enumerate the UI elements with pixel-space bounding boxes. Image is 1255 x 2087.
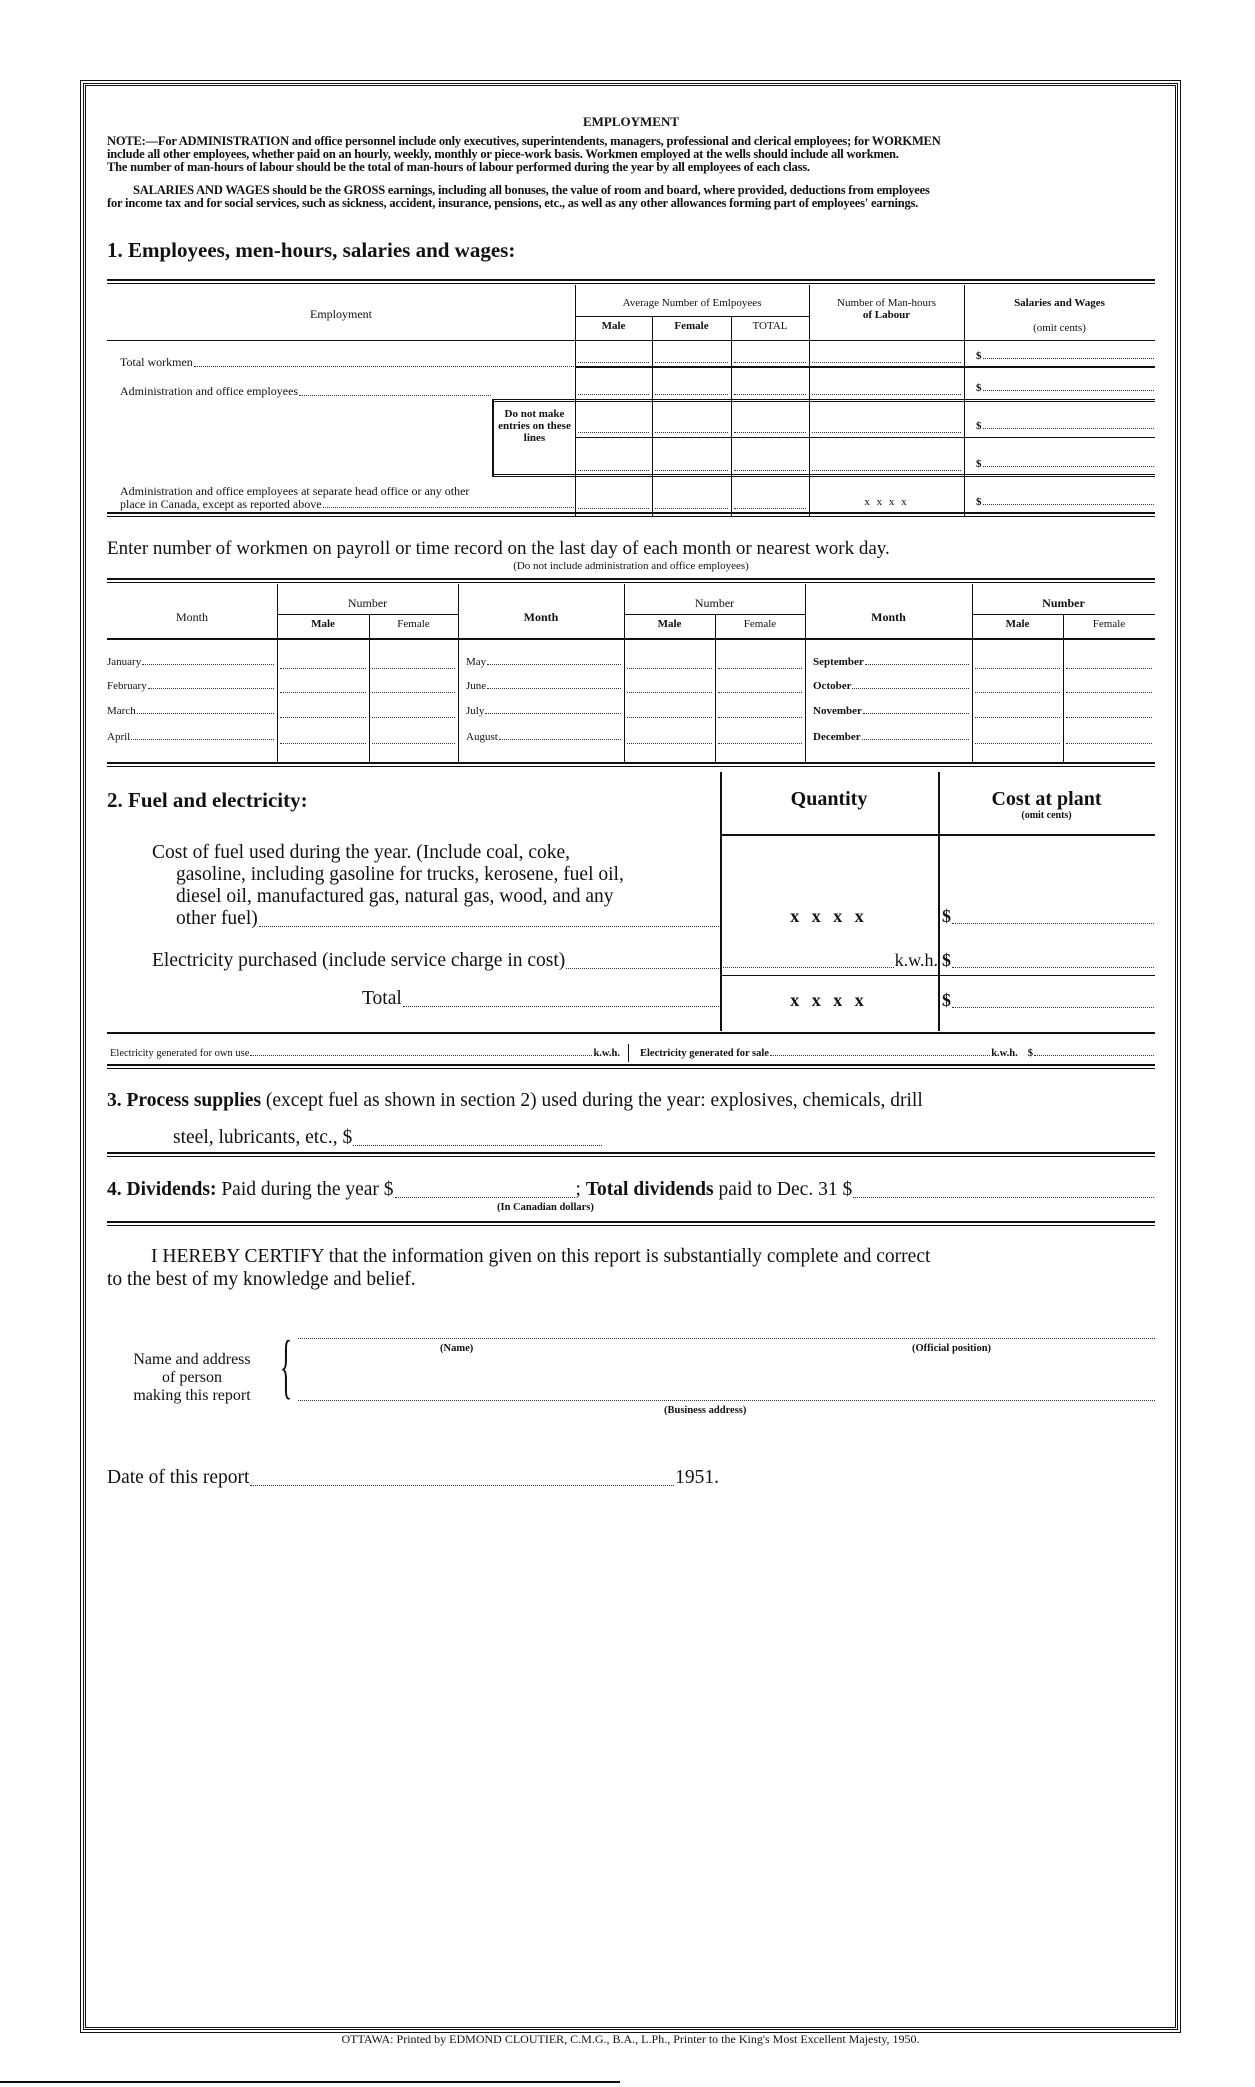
month-row: [107, 731, 275, 743]
section4-title: 4. Dividends:: [107, 1179, 217, 1200]
total-row: [362, 988, 720, 1010]
certification: [107, 1245, 1157, 1291]
electricity-kwh-field[interactable]: [722, 950, 938, 971]
male-count-field[interactable]: [975, 743, 1060, 744]
label-line: Name and address: [133, 1351, 251, 1368]
entry-field[interactable]: [734, 508, 806, 509]
col-number: Number: [694, 596, 735, 610]
dividends-paid-field[interactable]: [395, 1197, 575, 1198]
page-title: EMPLOYMENT: [582, 114, 680, 129]
section3-title: Process supplies: [126, 1090, 262, 1111]
row-total-workmen: [120, 355, 575, 370]
month-row: [107, 656, 275, 668]
col-quantity: Quantity: [790, 788, 868, 810]
monthly-subheading: (Do not include administration and office employees): [513, 560, 749, 572]
entry-field[interactable]: [655, 362, 728, 363]
col-employment: Employment: [310, 307, 372, 321]
male-count-field[interactable]: [975, 692, 1060, 693]
female-count-field[interactable]: [372, 692, 455, 693]
row-admin-employees: [120, 384, 492, 399]
month-label: November: [813, 705, 862, 717]
dollar-sign: $: [976, 496, 982, 508]
dollar-sign: $: [976, 382, 982, 394]
for-sale-label: Electricity generated for sale: [640, 1048, 769, 1059]
note-line: include all other employees, whether paid on an hourly, weekly, monthly or piece-work basis. Workmen employed at the wells should include all workmen.: [107, 147, 899, 161]
address-caption: (Business address): [664, 1405, 747, 1416]
fuel-text: other fuel): [176, 908, 258, 929]
blocked-entry-line: [734, 470, 806, 471]
label-line: of person: [162, 1369, 222, 1386]
electricity-own-use-field[interactable]: [110, 1048, 620, 1059]
fuel-cost-field[interactable]: [942, 906, 1155, 927]
female-count-field[interactable]: [718, 717, 802, 718]
total-dividends-field[interactable]: [853, 1197, 1154, 1198]
col-male: Male: [311, 618, 335, 630]
dollar-sign: $: [976, 420, 982, 432]
dollar-sign: $: [1027, 1048, 1033, 1059]
electricity-purchased-row: [152, 950, 720, 972]
month-label: March: [107, 705, 136, 717]
row-label: Administration and office employees at separate head office or any other: [120, 484, 470, 498]
male-count-field[interactable]: [627, 692, 712, 693]
col-total: TOTAL: [752, 320, 788, 332]
fuel-text: diesel oil, manufactured gas, natural gas, wood, and any: [176, 886, 614, 907]
female-count-field[interactable]: [718, 668, 802, 669]
col-number: Number: [1042, 596, 1085, 610]
dollar-sign: $: [942, 990, 951, 1010]
female-count-field[interactable]: [718, 692, 802, 693]
dollar-sign: $: [976, 350, 982, 362]
note-line: NOTE:—For ADMINISTRATION and office personnel include only executives, superintendents, managers, professional and clerical employees; for WORKMEN: [107, 134, 941, 148]
entry-field[interactable]: [734, 362, 806, 363]
total-label: Total: [362, 988, 402, 1009]
total-dividends-label: Total dividends: [585, 1179, 714, 1200]
col-cost-at-plant: Cost at plant: [991, 788, 1102, 810]
position-caption: (Official position): [912, 1343, 992, 1354]
canadian-dollars-note: (In Canadian dollars): [497, 1202, 594, 1213]
month-label: July: [466, 705, 485, 717]
total-quantity-na: x x x x: [790, 990, 868, 1010]
col-manhours-l1: Number of Man-hours: [837, 297, 936, 309]
dollar-sign: $: [942, 906, 951, 926]
blocked-entry-line: [812, 470, 961, 471]
salary-field[interactable]: [976, 350, 1155, 362]
month-row: [466, 705, 622, 717]
col-female: Female: [743, 618, 777, 630]
fuel-text: Cost of fuel used during the year. (Include coal, coke,: [152, 842, 571, 863]
month-label: September: [813, 656, 864, 668]
female-count-field[interactable]: [1066, 717, 1152, 718]
month-row: [813, 705, 970, 717]
salary-field[interactable]: [976, 496, 1155, 508]
section3-number: 3.: [107, 1090, 122, 1111]
entry-field[interactable]: [578, 362, 649, 363]
female-count-field[interactable]: [718, 743, 802, 744]
row-label: Total workmen: [120, 355, 193, 369]
blocked-entry-line: [578, 470, 649, 471]
certify-text: I HEREBY CERTIFY that the information given on this report is substantially complete and correct: [151, 1246, 931, 1267]
month-label: December: [813, 731, 861, 743]
col-manhours: [809, 297, 964, 321]
col-number: Number: [347, 596, 388, 610]
row-separate-office: [120, 485, 575, 511]
blocked-entry-line: [655, 432, 728, 433]
col-male: Male: [1005, 618, 1030, 630]
month-row: [813, 656, 970, 668]
entry-field[interactable]: [734, 394, 806, 395]
blocked-entry-line: [655, 470, 728, 471]
male-count-field[interactable]: [280, 717, 366, 718]
col-male: Male: [657, 618, 682, 630]
blocked-entry-line: [578, 432, 649, 433]
date-label: Date of this report: [107, 1467, 250, 1488]
section3-text: steel, lubricants, etc., $: [173, 1127, 353, 1148]
male-count-field[interactable]: [280, 743, 366, 744]
female-count-field[interactable]: [1066, 743, 1152, 744]
col-manhours-l2: of Labour: [862, 309, 911, 321]
month-row: [466, 731, 622, 743]
electricity-cost-field[interactable]: [942, 950, 1155, 971]
business-address-field[interactable]: [298, 1400, 1155, 1401]
female-count-field[interactable]: [372, 743, 455, 744]
section4: [107, 1179, 1155, 1201]
entry-field[interactable]: [812, 362, 961, 363]
female-count-field[interactable]: [1066, 668, 1152, 669]
date-year: 1951.: [675, 1467, 719, 1488]
col-salaries: Salaries and Wages: [1014, 297, 1105, 309]
manhours-not-applicable: x x x x: [864, 496, 909, 508]
month-label: August: [466, 731, 498, 743]
total-cost-field[interactable]: [942, 990, 1155, 1011]
blocked-entry-line: [812, 432, 961, 433]
month-row: [107, 705, 275, 717]
salaries-note: for income tax and for social services, such as sickness, accident, insurance, pensions, etc., as well as any other allowances forming part of employees' earnings.: [107, 196, 919, 210]
col-omit-cents: (omit cents): [1033, 322, 1086, 334]
fuel-text: gasoline, including gasoline for trucks, kerosene, fuel oil,: [176, 864, 624, 885]
month-label: October: [813, 680, 852, 692]
section1-heading: 1. Employees, men-hours, salaries and wages:: [107, 238, 516, 262]
col-month: Month: [871, 610, 906, 624]
salary-field[interactable]: [976, 458, 1155, 470]
col-month: Month: [175, 610, 208, 624]
male-count-field[interactable]: [975, 717, 1060, 718]
month-row: [466, 680, 622, 692]
name-position-field[interactable]: [298, 1338, 1155, 1339]
blocked-entry-line: [734, 432, 806, 433]
report-date-field[interactable]: [107, 1467, 719, 1489]
entry-field[interactable]: [578, 508, 649, 509]
row-label: place in Canada, except as reported above: [120, 497, 322, 511]
kwh-unit: k.w.h.: [593, 1048, 620, 1059]
male-count-field[interactable]: [280, 692, 366, 693]
total-dividends-text: paid to Dec. 31 $: [718, 1179, 853, 1200]
label-line: making this report: [133, 1387, 251, 1404]
salary-field[interactable]: [976, 420, 1155, 432]
entry-field[interactable]: [655, 508, 728, 509]
col-month: Month: [523, 610, 559, 624]
row-label: Administration and office employees: [120, 384, 299, 398]
kwh-unit: k.w.h.: [894, 950, 938, 970]
month-row: [813, 680, 970, 692]
section3-text: (except fuel as shown in section 2) used during the year: explosives, chemicals, drill: [265, 1090, 923, 1111]
month-row: [813, 731, 970, 743]
electricity-text: Electricity purchased (include service charge in cost): [152, 950, 566, 971]
fuel-quantity-na: x x x x: [790, 906, 868, 926]
salary-field[interactable]: [976, 382, 1155, 394]
col-female: Female: [1092, 618, 1126, 630]
brace-icon: {: [280, 1326, 293, 1406]
month-label: May: [466, 656, 487, 668]
kwh-unit: k.w.h.: [991, 1048, 1018, 1059]
section3: [107, 1090, 1155, 1112]
process-supplies-field[interactable]: [173, 1127, 603, 1149]
dollar-sign: $: [976, 458, 982, 470]
name-caption: (Name): [440, 1343, 474, 1354]
col-omit-cents: (omit cents): [1021, 810, 1072, 821]
male-count-field[interactable]: [627, 717, 712, 718]
own-use-label: Electricity generated for own use: [110, 1048, 250, 1059]
month-row: [466, 656, 622, 668]
salaries-note: SALARIES AND WAGES should be the GROSS earnings, including all bonuses, the value of room and board, where provided, deductions from employees: [133, 183, 930, 197]
monthly-heading: Enter number of workmen on payroll or time record on the last day of each month or nearest work day.: [107, 538, 890, 559]
month-label: February: [107, 680, 147, 692]
male-count-field[interactable]: [627, 668, 712, 669]
semicolon: ;: [575, 1179, 581, 1200]
female-count-field[interactable]: [1066, 692, 1152, 693]
electricity-for-sale-field[interactable]: [640, 1048, 1155, 1059]
female-count-field[interactable]: [372, 717, 455, 718]
col-average-employees: Average Number of Emlpoyees: [622, 297, 762, 309]
col-female: Female: [674, 320, 709, 332]
entry-field[interactable]: [812, 394, 961, 395]
month-row: [107, 680, 275, 692]
dollar-sign: $: [942, 950, 951, 970]
section2-heading: 2. Fuel and electricity:: [107, 788, 308, 812]
signature-label: [107, 1351, 277, 1405]
certify-text: to the best of my knowledge and belief.: [107, 1269, 416, 1290]
male-count-field[interactable]: [627, 743, 712, 744]
month-label: June: [466, 680, 487, 692]
female-count-field[interactable]: [372, 668, 455, 669]
fuel-row: [152, 842, 720, 930]
entry-field[interactable]: [578, 394, 649, 395]
do-not-enter-notice: Do not make entries on these lines: [498, 408, 571, 444]
note-line: The number of man-hours of labour should be the total of man-hours of labour performed during the year by all employees of each class.: [107, 160, 810, 174]
printer-footer: OTTAWA: Printed by EDMOND CLOUTIER, C.M.G., B.A., L.Ph., Printer to the King's Most Excellent Majesty, 1950.: [341, 2032, 920, 2046]
col-male: Male: [601, 320, 626, 332]
dividends-paid-label: Paid during the year $: [221, 1179, 394, 1200]
month-label: January: [107, 656, 142, 668]
employment-note: [107, 135, 1167, 210]
entry-field[interactable]: [655, 394, 728, 395]
male-count-field[interactable]: [975, 668, 1060, 669]
month-label: April: [107, 731, 131, 743]
col-female: Female: [397, 618, 430, 630]
male-count-field[interactable]: [280, 668, 366, 669]
